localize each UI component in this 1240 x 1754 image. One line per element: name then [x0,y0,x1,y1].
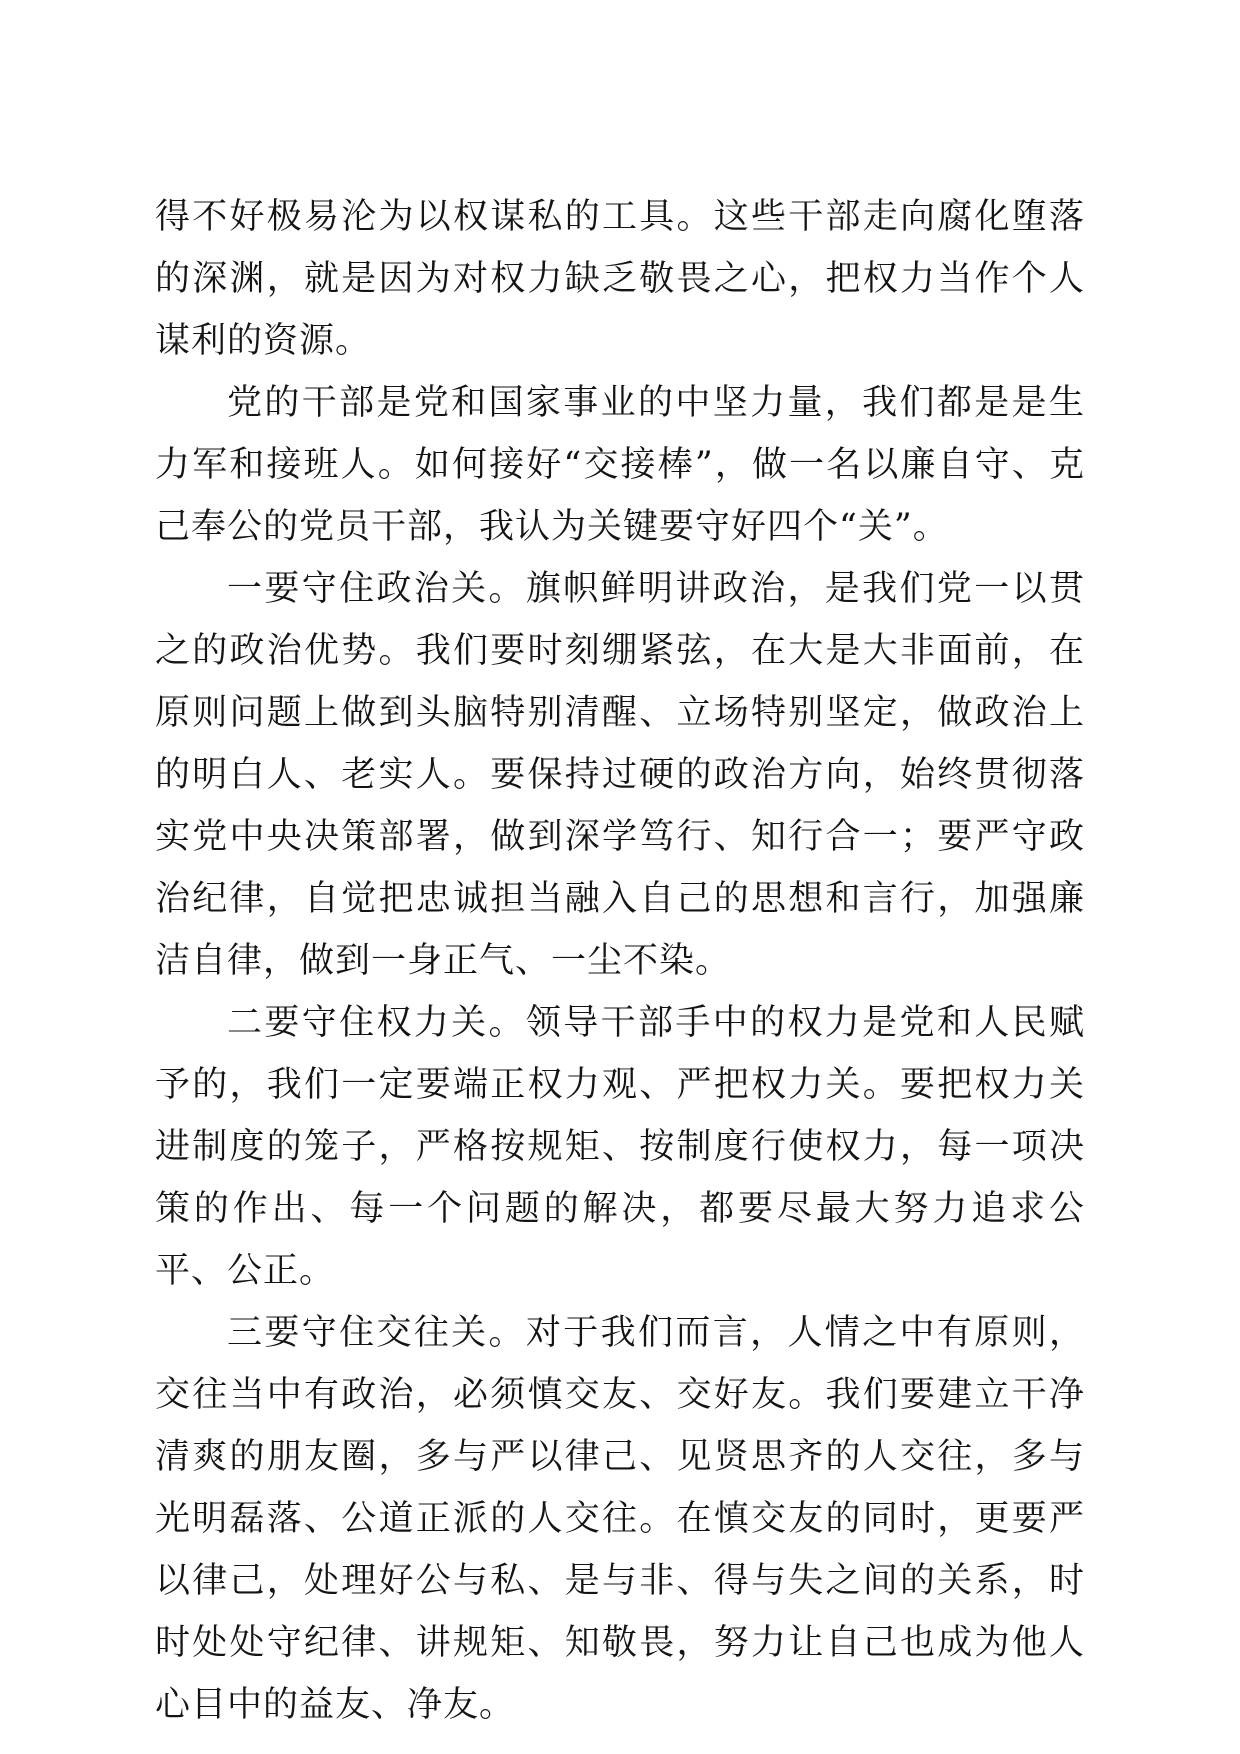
paragraph-continuation: 得不好极易沦为以权谋私的工具。这些干部走向腐化堕落的深渊，就是因为对权力缺乏敬畏之心，把权力当作个人谋利的资源。 [155,197,1085,361]
paragraph-political-gate: 一要守住政治关。旗帜鲜明讲政治，是我们党一以贯之的政治优势。我们要时刻绷紧弦，在大是大非面前，在原则问题上做到头脑特别清醒、立场特别坚定，做政治上的明白人、老实人。要保持过硬的政治方向，始终贯彻落实党中央决策部署，做到深学笃行、知行合一；要严守政治纪律，自觉把忠诚担当融入自己的思想和言行，加强廉洁自律，做到一身正气、一尘不染。 [155,569,1085,981]
paragraph-power-gate: 二要守住权力关。领导干部手中的权力是党和人民赋予的，我们一定要端正权力观、严把权力关。要把权力关进制度的笼子，严格按规矩、按制度行使权力，每一项决策的作出、每一个问题的解决，都要尽最大努力追求公平、公正。 [155,1003,1085,1291]
document-body [155,186,1085,1736]
paragraph-relationship-gate: 三要守住交往关。对于我们而言，人情之中有原则，交往当中有政治，必须慎交友、交好友。我们要建立干净清爽的朋友圈，多与严以律己、见贤思齐的人交往，多与光明磊落、公道正派的人交往。在慎交友的同时，更要严以律己，处理好公与私、是与非、得与失之间的关系，时时处处守纪律、讲规矩、知敬畏，努力让自己也成为他人心目中的益友、净友。 [155,1313,1085,1725]
paragraph-cadre-role: 党的干部是党和国家事业的中坚力量，我们都是是生力军和接班人。如何接好“交接棒”，做一名以廉自守、克己奉公的党员干部，我认为关键要守好四个“关”。 [155,383,1085,547]
